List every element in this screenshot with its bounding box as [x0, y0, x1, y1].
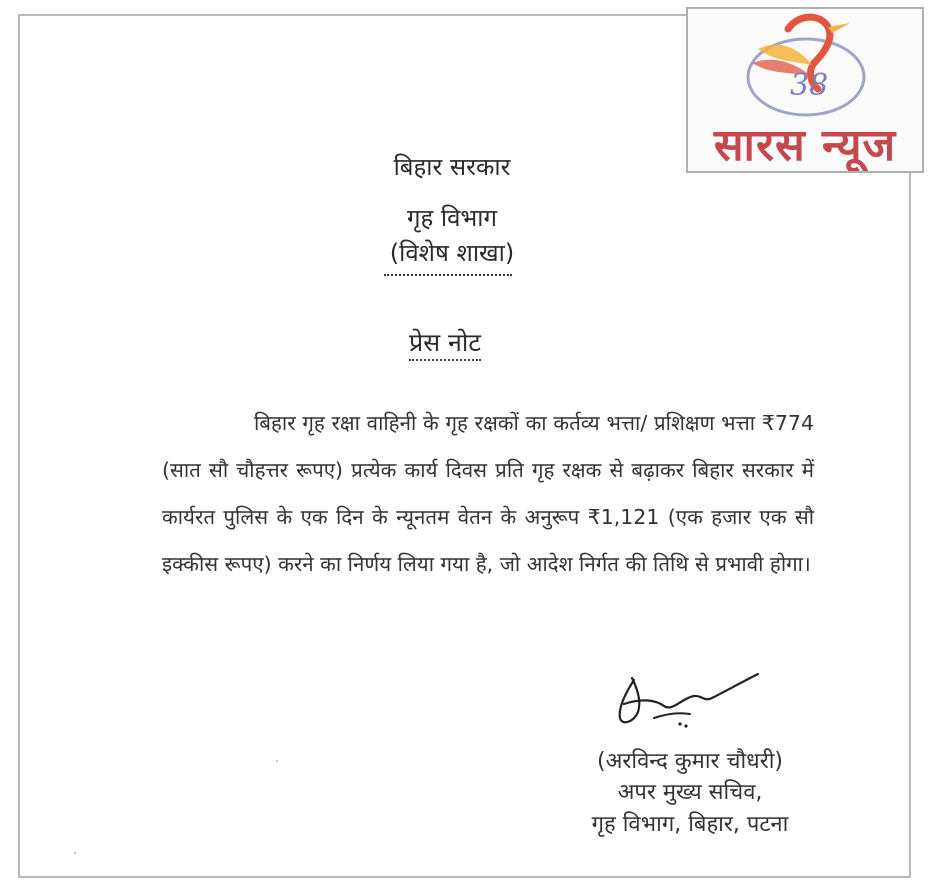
signatory-office: गृह विभाग, बिहार, पटना	[591, 812, 789, 837]
logo-number: 38	[790, 68, 829, 103]
branch-heading: (विशेष शाखा)	[389, 239, 515, 267]
signatory-designation: अपर मुख्य सचिव,	[617, 780, 763, 805]
logo-text: सारस न्यूज	[713, 120, 897, 171]
scan-speck	[74, 852, 76, 854]
press-note-title	[0, 325, 890, 359]
sarus-crane-logo-icon	[728, 9, 878, 119]
handwritten-signature-icon	[612, 668, 764, 734]
government-heading: बिहार सरकार	[393, 153, 511, 181]
heading-divider	[384, 274, 512, 276]
press-note-body: बिहार गृह रक्षा वाहिनी के गृह रक्षकों का कर्तव्य भत्ता/ प्रशिक्षण भत्ता ₹774 (सात सौ चौहत्तर रूपए) प्रत्येक कार्य दिवस प्रति गृह रक्षक से बढ़ाकर बिहार सरकार में कार्यरत पुलिस के एक दिन के न्यूनतम वेतन के अनुरूप ₹1,121 (एक हजार एक सौ इक्कीस रूपए) करने का निर्णय लिया गया है, जो आदेश निर्गत की तिथि से प्रभावी होगा।	[162, 411, 814, 576]
department-heading: गृह विभाग	[406, 204, 498, 232]
signatory-name: (अरविन्द कुमार चौधरी)	[596, 749, 783, 774]
press-note-title-text: प्रेस नोट	[409, 328, 481, 361]
news-logo	[686, 7, 924, 173]
scan-speck	[276, 760, 278, 762]
